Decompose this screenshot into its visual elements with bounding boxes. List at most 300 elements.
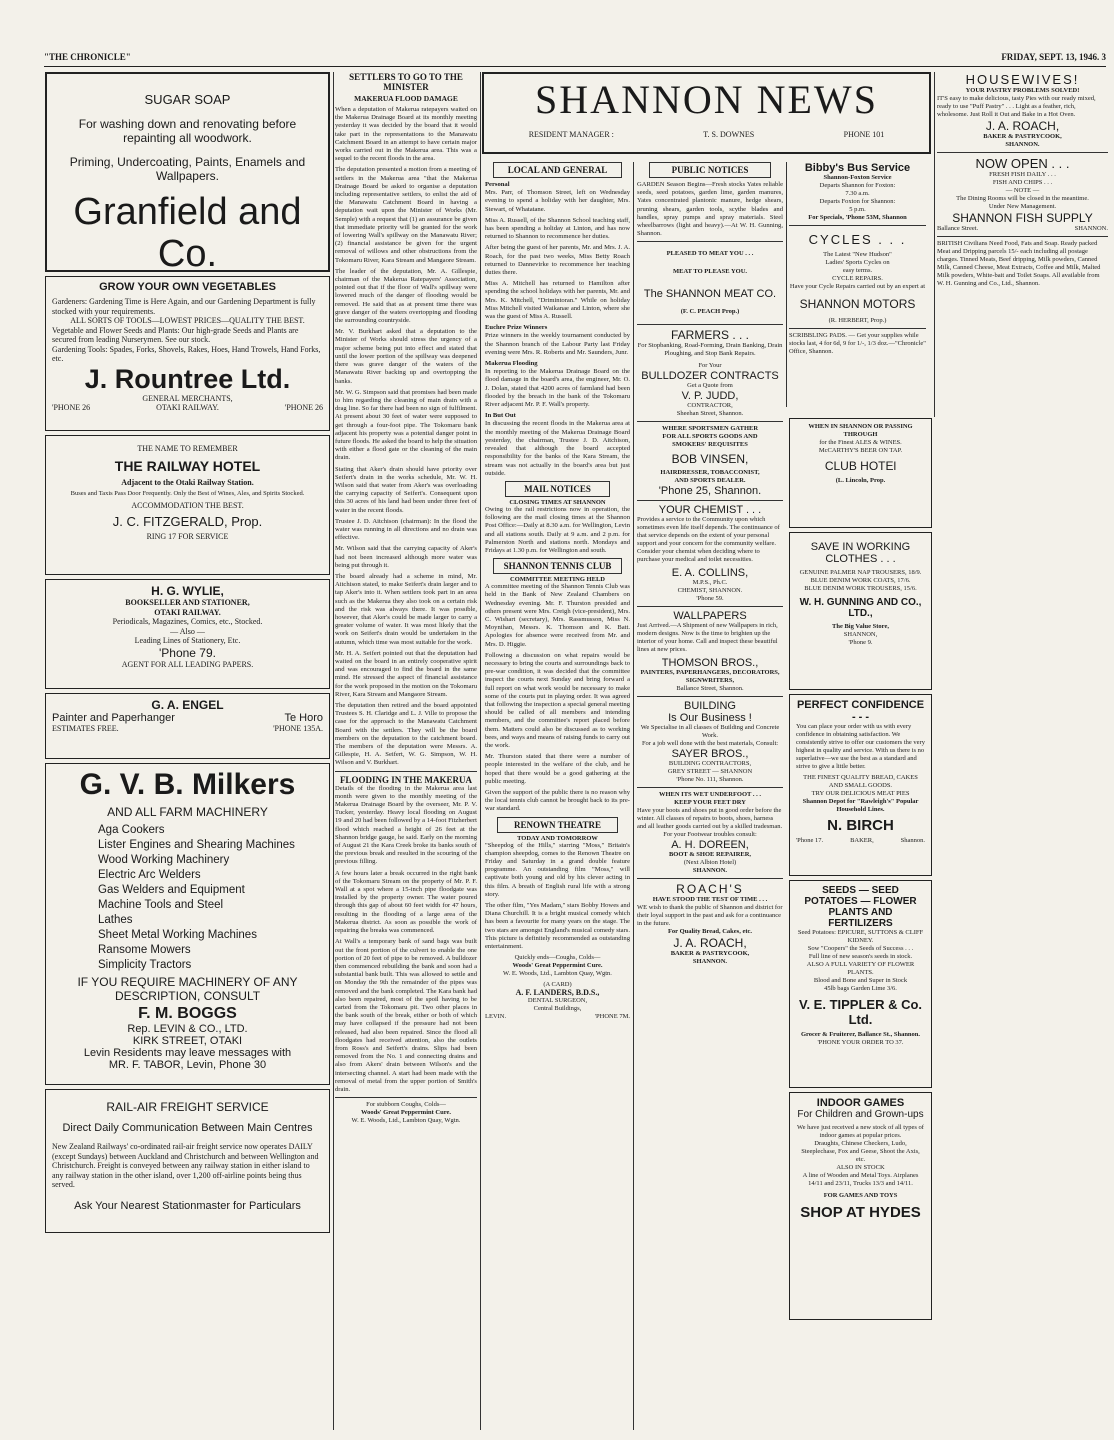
ad-text: Levin Residents may leave messages with — [83, 1047, 292, 1059]
ad-text: DENTAL SURGEON, — [527, 997, 588, 1005]
ad-text: GENERAL MERCHANTS, — [142, 393, 233, 403]
ad-text: AGENT FOR ALL LEADING PAPERS. — [121, 659, 254, 669]
ad-text: McCARTHY'S BEER ON TAP. — [818, 447, 903, 454]
ad-text: The Dining Rooms will be closed in the meantime. — [956, 195, 1089, 202]
article-body — [335, 106, 477, 768]
ad-text: W. E. Woods, Ltd., Lambton Quay, Wgtn. — [351, 1117, 461, 1125]
article-body — [485, 181, 630, 478]
ad-text: IT'S easy to make delicious, tasty Pies with our ready mixed, ready to use "Puff Pastry" . . . Light as a feather, rich, wholesome. Just Roll it Out and Bake in a Hot Oven. — [937, 95, 1096, 118]
ad-text: easy terms. — [842, 267, 873, 274]
column-2 — [335, 72, 477, 1430]
ad-title: HOUSEWIVES! — [965, 72, 1080, 87]
ad-text: BOOKSELLER AND STATIONER, — [125, 598, 250, 607]
ad-text: FISH AND CHIPS . . . — [992, 179, 1053, 186]
ad-text: M.P.S., Ph.C. — [692, 579, 728, 587]
divider — [637, 787, 783, 788]
divider — [637, 878, 783, 879]
ad-text: Direct Daily Communication Between Main Centres — [62, 1122, 313, 1134]
ad-address: KIRK STREET, OTAKI — [132, 1035, 243, 1047]
paragraph: In discussing the recent floods in the Makerua area at the monthly meeting of the Makerua Drainage Board yesterday, the chairman, Trustee J. D. Aitchison, revealed that although the board accepted responsibility for the banks of the Kara Stream, the stream was not actually in the board's area but just outside. — [485, 420, 630, 477]
ad-text: BLUE DENIM WORK COATS, 17/6. — [810, 577, 911, 584]
ad-phone: 'Phone 9. — [848, 639, 873, 646]
ad-proprietor: F. M. BOGGS — [138, 1005, 237, 1022]
ad-text: Shannon Depot for "Rawleigh's" Popular Household Lines. — [802, 798, 919, 813]
ad-rountree — [45, 276, 330, 431]
ad-text: CHEMIST, SHANNON. — [677, 587, 743, 595]
ad-text: ALL SORTS OF TOOLS—LOWEST PRICES—QUALITY THE BEST. — [70, 316, 305, 325]
ad-title: GROW YOUR OWN VEGETABLES — [99, 281, 276, 293]
ad-firm-name: V. E. TIPPLER & Co. Ltd. — [798, 997, 923, 1027]
notice-scribbling-pads: SCRIBBLING PADS. — Get your supplies while stocks last, 4 for 6d, 9 for 1/-, 1/3 doz.—"Chronicle" Office, Shannon. — [789, 332, 926, 355]
ad-text: ESTIMATES FREE. — [52, 724, 119, 733]
ad-text: New Zealand Railways' co-ordinated rail-air freight service now operates DAILY (except Sundays) between Auckland and Christchurch and between Wellington and Christchurch. Freight is conveyed between any railway station in either island to any railway station in the other island, over 1,200 off-airline points being thus served. — [52, 1142, 319, 1189]
article-body — [335, 785, 477, 1095]
ad-text: You can place your order with us with every confidence in obtaining satisfaction. We consistently strive to offer our customers the very highest in quality and service. With us there is no superlative—we use the best as a standard and strive to give a little better. — [796, 723, 925, 770]
ad-text: HAVE STOOD THE TEST OF TIME . . . — [652, 896, 768, 904]
ad-text: Shannon-Foxton Service — [823, 174, 892, 181]
ad-text: BAKER & PASTRYCOOK, — [670, 950, 750, 958]
paragraph: After being the guest of her parents, Mr. and Mrs. J. A. Roach, for the past two weeks, Miss Betty Roach returned to Dannevirke to recommence her teaching duties there. — [485, 244, 630, 277]
ad-title: NOW OPEN . . . — [975, 156, 1070, 171]
ad-text: For your Footwear troubles consult: — [663, 831, 757, 839]
masthead-date: FRIDAY, SEPT. 13, 1946. 3 — [1001, 52, 1106, 62]
ad-text: Departs Shannon for Foxton: — [819, 182, 896, 189]
ad-wylie — [45, 579, 330, 689]
ad-text: Seed Potatoes: EPICURE, SUTTONS & CLIFF KIDNEY. — [797, 929, 924, 944]
ad-dentist — [485, 981, 630, 1021]
section-heading: LOCAL AND GENERAL — [493, 162, 622, 178]
ad-fish-supply — [937, 156, 1108, 233]
divider — [937, 236, 1108, 237]
ad-proprietor: (R. HERBERT, Prop.) — [828, 317, 887, 324]
ad-text: Under New Management. — [988, 203, 1057, 210]
ad-text: 7.30 a.m. — [845, 190, 870, 197]
ad-text: BAKER & PASTRYCOOK, — [983, 133, 1062, 140]
ad-text: — NOTE — — [1005, 187, 1040, 194]
ad-text: Priming, Undercoating, Paints, Enamels and Wallpapers. — [69, 155, 306, 183]
ad-phone: 'Phone 59. — [696, 595, 724, 603]
ad-text: 5 p.m. — [849, 206, 866, 213]
ad-firm-name: THE RAILWAY HOTEL — [114, 457, 261, 474]
article-body — [485, 842, 630, 952]
paragraph: Mr. H. A. Seifert pointed out that the deputation had waited on the board in an entirely cooperative spirit and was encouraged to find the board in the same mind. He stressed the aspect of financial assistance for the work proposed in the motion on the Tokomaru River, Kara Stream and Mangaore Stream. — [335, 649, 477, 698]
list-item: Electric Arc Welders — [98, 869, 201, 881]
list-item: Machine Tools and Steel — [98, 899, 224, 911]
notice-text: GARDEN Season Begins—Fresh stocks Yates reliable seeds, seed potatoes, garden lime, garden manures, Yates concentrated plantonic manure, hedge shears, pruning shears, garden tools, scythe blades and handles, spray pumps and spray materials. Steel wheelbarrows (light and heavy).—At W. H. Gunning, Shannon. — [637, 181, 783, 238]
paragraph: The deputation presented a motion from a meeting of settlers in the Makerua area "that the Makerua Drainage Board be asked to organise a deputation including representative settlers, to enlist the aid of the Manawatu Catchment Board in having a deputation wait upon the Minister of Works (Mr. Semple) with a request that (1) an assurance be given that immediate priority will be granted for the work of lowering Wall's spillway on the Manawatu River; (2) financial assistance be given for the urgent removal of willows and other obstructions from the Tokomaru River, Kara Stream and Mangaore Stream. — [335, 166, 477, 264]
ad-text: (A CARD) — [543, 981, 572, 989]
ad-housewives — [937, 72, 1108, 149]
ad-text: Have your boots and shoes put in good order before the winter. All classes of repairs to boots, shoes, harness and all leather goods carried out by a skilled tradesman. — [637, 807, 783, 831]
ad-gvb-milkers — [45, 763, 330, 1085]
list-item: Lathes — [98, 914, 133, 926]
divider — [637, 606, 783, 607]
list-item: Wood Working Machinery — [98, 854, 230, 866]
ad-text: Te Horo — [284, 712, 323, 724]
ad-firm-name: V. P. JUDD, — [681, 390, 739, 403]
paragraph: Details of the flooding in the Makerua area last month were given to the monthly meeting of the Makerua Drainage Board by the overseer, Mr. P. V. Tucker, yesterday. Heavy local flooding on August 19 and 20 had been followed by a 14-foot Fitzherbert flood which reached a height of 26 feet at the Shannon bridge gauge, he said. Early on the morning of August 21 the Kara Creek broke its banks south of the previous break and resulted in the scouring of the previous filling. — [335, 784, 477, 866]
ad-text: — Also — — [170, 626, 205, 636]
ad-text: Ladies' Sports Cycles on — [825, 259, 890, 266]
ad-text: WHEN ITS WET UNDERFOOT . . . — [658, 791, 762, 799]
ad-text: RING 17 FOR SERVICE — [146, 531, 229, 541]
subheading: CLOSING TIMES AT SHANNON — [509, 498, 606, 506]
ad-address: SHANNON. — [1005, 141, 1040, 148]
subheading: COMMITTEE MEETING HELD — [510, 576, 605, 584]
ad-text: WHEN IN SHANNON OR PASSING THROUGH — [808, 423, 913, 438]
ad-address: OTAKI RAILWAY. — [156, 403, 219, 412]
ad-peppermint-cure — [485, 954, 630, 978]
ad-text: Buses and Taxis Pass Door Frequently. Only the Best of Wines, Ales, and Spirits Stocked. — [70, 490, 305, 497]
section-heading: PUBLIC NOTICES — [649, 162, 771, 178]
divider — [335, 771, 477, 772]
ad-phone: 'Phone 17. — [796, 837, 824, 844]
divider — [637, 421, 783, 422]
ad-text: The Big Value Store, — [832, 623, 889, 630]
divider — [637, 241, 783, 242]
ad-cycles — [789, 232, 926, 325]
paragraph: Mrs. Parr, of Thomson Street, left on Wednesday evening to spend a holiday with her daughter, Mrs. Stewart, of Whatatane. — [485, 189, 630, 213]
ad-title: YOUR CHEMIST . . . — [658, 504, 762, 517]
ad-firm-name: SHANNON MOTORS — [799, 297, 916, 311]
ad-row — [485, 1013, 630, 1021]
section-title: SHANNON NEWS — [535, 77, 878, 122]
ad-text: Adjacent to the Otaki Railway Station. — [121, 477, 254, 487]
ad-engel — [45, 693, 330, 759]
ad-text: PAINTERS, PAPERHANGERS, DECORATORS, SIGNWRITERS, — [640, 669, 780, 685]
ad-address: Grocer & Fruiterer, Ballance St., Shannon. — [800, 1031, 921, 1038]
column-3d — [789, 418, 932, 1430]
ad-address: SHANNON. — [692, 867, 728, 875]
ad-firm-name: BOB VINSEN, — [671, 452, 749, 467]
ad-text: KEEP YOUR FEET DRY — [674, 799, 746, 807]
ad-text: Departs Foxton for Shannon: — [819, 198, 896, 205]
subheading: Personal — [485, 181, 510, 188]
ad-text: Draughts, Chinese Checkers, Ludo, Steeplechase, Fox and Geese, Shoot the Axis, etc. — [801, 1140, 920, 1163]
column-4 — [937, 72, 1108, 417]
paragraph: The board already had a scheme in mind, Mr. Aitchison stated, to make Seifert's drain larger and to tap Aker's into it. When settlers took part in an area such as the Makerua they also took on a certain risk and the risk was always there. It was possible, however, that Aker's could be made larger to carry a greater volume of water. It was most likely that the work on Seifert's drain would be undertaken in the autumn, which time was most suitable for the work. — [335, 572, 477, 646]
ad-bulldozer — [637, 328, 783, 418]
ad-text: LEVIN. — [485, 1013, 507, 1021]
ad-row — [52, 712, 323, 724]
paragraph: Trustee J. D. Aitchison (chairman): In the flood the water was running in all directions and no drain was effective. — [335, 517, 477, 542]
ad-text: MR. F. TABOR, Levin, Phone 30 — [108, 1059, 267, 1071]
ad-firm-name: W. H. GUNNING AND CO., LTD., — [799, 597, 922, 619]
ad-text: TRY OUR DELICIOUS MEAT PIES — [811, 790, 910, 797]
ad-address: Ballance Street, Shannon. — [676, 685, 744, 693]
ad-text: BUILDING CONTRACTORS, — [668, 760, 752, 768]
ad-phone: 'PHONE YOUR ORDER TO 37. — [817, 1039, 904, 1046]
ad-title: SUGAR SOAP — [144, 92, 231, 107]
divider — [789, 225, 926, 226]
ad-text: ACCOMMODATION THE BEST. — [131, 501, 244, 510]
ad-address: SHANNON, — [843, 631, 878, 638]
list-item: Lister Engines and Shearing Machines — [98, 839, 295, 851]
notice-british-civilians: BRITISH Civilians Need Food, Fats and Soap. Ready packed Meat and Dripping parcels 15/- each including all postage charges. Tinned Meats, Beef dripping, Milk powders, Canned Milk, Canned Cheese, Meat Extracts, Coffee and Milk, Malted Milk powders, White-bait and Toilet Soaps. All available from W. H. Gunning and Co., Ltd., Shannon. — [937, 240, 1101, 287]
ad-text: Just Arrived.—A Shipment of new Wallpapers in rich, modern designs. Now is the time to brighten up the interior of your home. Call and inspect these beautiful lines at new prices. — [637, 622, 778, 654]
ad-firm-name: N. BIRCH — [827, 817, 894, 834]
paragraph: Mr. V. Burkhart asked that a deputation to the Minister of Works should stress the urgency of a major scheme being put into effect and stated that until the lower portion of the spillway was deepened there was grave danger of the waters of the Manawatu River backing up and overtopping the banks. — [335, 328, 477, 385]
ad-text: THE FINEST QUALITY BREAD, CAKES AND SMALL GOODS. — [803, 774, 918, 789]
ad-text: For Stopbanking, Road-Forming, Drain Banking, Drain Ploughing, and Stop Bank Repairs. — [637, 342, 783, 358]
ad-title: Bibby's Bus Service — [804, 162, 911, 174]
ad-text: MEAT TO PLEASE YOU. — [672, 268, 748, 276]
subheading: Makerua Flooding — [485, 360, 538, 368]
paragraph: At Wall's a temporary bank of sand bags was built out the front portion of the culvert to enable the one portion of 20 feet of pipe to be removed. A bulldozer then commenced rebuilding the bank and soon had a substantial bank built. This was allowed to settle and on Monday the 9th the remainder of the pipes was removed and the bank completed. The Kara bank had also been repaired, most of the spoil having to be carted from the Tokomaru pit. Two other places in the bank south of the break, either or both of which may have collapsed if the pressure had not been released, had also been repaired. Since the flood all floodgates had received attention, also the outlets from Ross's and Seifert's drains. Slips had been removed from the No. 1 and connecting drains and also from Akers' drain between Wilson's and the intersecting channel. A start had been made with the removal of metal from the upper portion of Smith's drain. — [335, 938, 477, 1093]
divider — [637, 500, 783, 501]
ad-bibby-bus — [789, 162, 926, 222]
ad-phone: 'PHONE 26 — [284, 403, 323, 412]
masthead — [44, 50, 1106, 67]
ad-title: SEEDS — SEED POTATOES — FLOWER PLANTS AND FERTILIZERS — [804, 885, 917, 929]
article-headline: FLOODING IN THE MAKERUA — [339, 774, 473, 785]
ad-text: Ask Your Nearest Stationmaster for Particulars — [74, 1199, 301, 1212]
list-item: Ransome Mowers — [98, 944, 191, 956]
ad-text: Get a Quote from — [687, 382, 733, 390]
ad-address: GREY STREET — SHANNON — [667, 768, 753, 776]
ad-address: SHANNON. — [692, 958, 728, 966]
paragraph: Mr. Wilson said that the carrying capacity of Aker's had not been increased although more water was being put through it. — [335, 545, 477, 569]
divider — [335, 1097, 477, 1098]
ad-text: Periodicals, Magazines, Comics, etc., Stocked. — [112, 617, 263, 626]
ad-address: Ballance Street. — [937, 225, 979, 232]
paragraph: The leader of the deputation, Mr. A. Gillespie, chairman of the Makerua Ratepayers' Association, pointed out that if the floor of Wall's spillway were lowered much of the danger of flooding would be removed. He said that as at present time there was grave danger of the waters overtopping and flooding the surrounding countryside. — [335, 267, 477, 325]
ad-tippler-seeds — [789, 880, 932, 1088]
ad-title: RAIL-AIR FREIGHT SERVICE — [106, 1100, 269, 1114]
subheading: TODAY AND TOMORROW — [517, 834, 598, 842]
manager-phone: PHONE 101 — [843, 130, 885, 139]
ad-text: BAKER, — [850, 837, 874, 844]
paragraph: A few hours later a break occurred in the right bank of the Tokomaru Stream on the property of Mr. P. F. Wall at a spot where a 15-inch pipe floodgate was installed by the property owner. The water poured through this gap of about 60 feet width for 47 hours, resulting in the flooding of a large area of the Makerua district. As soon as possible the work of repairing the breaks was commenced. — [335, 869, 477, 935]
ad-title: PERFECT CONFIDENCE - - - — [796, 699, 925, 723]
ad-text: AND SPORTS DEALER. — [674, 477, 746, 485]
section-heading: MAIL NOTICES — [505, 481, 610, 497]
ad-firm-name: THOMSON BROS., — [661, 657, 759, 670]
ad-firm-name: The SHANNON MEAT CO. — [643, 288, 777, 301]
ad-text: We have just received a new stock of all types of indoor games at popular prices. — [797, 1124, 924, 1139]
ad-firm-name: H. G. WYLIE, — [151, 584, 224, 598]
ad-text: Provides a service to the Community upon which sometimes even life itself depends. The continuance of that service depends on the extent of your personal support and your concern for the community welfare. Consider your chemist when deciding where to purchase your medical and toilet necessities. — [637, 516, 780, 564]
paragraph: Miss A. Russell, of the Shannon School teaching staff, has been spending a holiday at Linton, and has now returned to Shannon to recommence her duties. — [485, 216, 630, 241]
ad-text: ALSO IN STOCK — [836, 1164, 885, 1171]
ad-text: Vegetable and Flower Seeds and Plants: Our high-grade Seeds and Plants are secured from leading Nurserymen. See our stock. — [52, 325, 299, 344]
ad-hydes-games — [789, 1092, 932, 1320]
ad-text: For washing down and renovating before repainting all woodwork. — [78, 117, 297, 145]
ad-text: Gardeners: Gardening Time is Here Again, and our Gardening Department is fully stocked with your requirements. — [52, 297, 316, 316]
ad-title: CYCLES . . . — [808, 232, 907, 247]
ad-text: FRESH FISH DAILY . . . — [989, 171, 1056, 178]
ad-firm-name: J. A. ROACH, — [673, 936, 747, 951]
ad-text: FOR GAMES AND TOYS — [823, 1192, 898, 1199]
masthead-paper-name: "THE CHRONICLE" — [44, 52, 131, 62]
ad-text: GENUINE PALMER NAP TROUSERS, 18/9. — [799, 569, 922, 576]
ad-chemist — [637, 504, 783, 603]
ad-title: WALLPAPERS — [673, 610, 747, 623]
ad-phone: 'Phone 79. — [158, 645, 216, 660]
ad-text: For a job well done with the best materials, Consult: — [641, 740, 779, 748]
section-heading: RENOWN THEATRE — [497, 817, 618, 833]
ad-text: Central Buildings, — [533, 1005, 582, 1013]
shannon-news-masthead — [482, 72, 931, 154]
column-rule — [786, 162, 787, 407]
ad-phone: For Specials, 'Phone 53M, Shannon — [808, 214, 907, 221]
column-3a — [485, 162, 630, 1430]
ad-firm-name: CLUB HOTEl — [824, 459, 897, 473]
ad-text: WHERE SPORTSMEN GATHER — [661, 425, 759, 433]
paragraph: When a deputation of Makerua ratepayers waited on the Makerua Drainage Board at its monthly meeting yesterday it was decided by the board that it would take part in the representations to the Manawatu Catchment Board in an attempt to have certain major works carried out in the Makerua area. This was a sequel to the recent floods in the area. — [335, 106, 477, 163]
machinery-list — [98, 823, 323, 973]
ad-doreen — [637, 791, 783, 875]
ad-title: SAVE IN WORKING CLOTHES . . . — [810, 541, 911, 565]
ad-text: BOOT & SHOE REPAIRER, — [668, 851, 752, 859]
ad-phone: 'Phone No. 111, Shannon. — [676, 776, 744, 784]
ad-text: W. E. Woods, Ltd., Lambton Quay, Wgtn. — [503, 970, 612, 978]
ad-text: YOUR PASTRY PROBLEMS SOLVED! — [965, 87, 1080, 94]
list-item: Sheet Metal Working Machines — [98, 929, 257, 941]
ad-proprietor: (F. C. PEACH Prop.) — [680, 308, 740, 316]
ad-sugar-soap — [45, 72, 330, 272]
ad-firm-name: SHANNON FISH SUPPLY — [952, 211, 1093, 225]
ad-address: Shannon. — [900, 837, 925, 844]
ad-footer — [937, 225, 1108, 233]
paragraph: Miss A. Mitchell has returned to Hamilton after spending the school holidays with her parents, Mr. and Mrs. K. Mitchell, "Drimintoran." While on holiday Miss Mitchell visited Waikanae and Linton, where she was the guest of Miss A. Russell. — [485, 280, 630, 321]
ad-text: For Quality Bread, Cakes, etc. — [667, 928, 753, 936]
ad-text: We Specialise in all classes of Building and Concrete Work. — [640, 724, 780, 740]
ad-title: FARMERS . . . — [670, 328, 749, 343]
manager-line — [484, 130, 929, 140]
ad-text: For Your — [698, 362, 722, 370]
ad-title: INDOOR GAMES — [816, 1097, 905, 1109]
ad-rail-air-freight — [45, 1089, 330, 1233]
ad-footer — [796, 837, 925, 845]
ad-firm-name: J. A. ROACH, — [985, 119, 1060, 133]
ad-firm-name: E. A. COLLINS, — [671, 567, 749, 580]
ad-text: BULLDOZER CONTRACTS — [641, 370, 779, 383]
ad-phone: 'PHONE 7M. — [594, 1013, 630, 1021]
paragraph: Mr. W. G. Simpson said that promises had been made to him regarding the cleaning of main drain with a drag line. So far there had been no sign of fulfilment. At present about 30 feet of water were supposed to get through a four-foot pipe. The Tokomaru bank adjacent his property was a potential danger point in future floods. He asked the board to help the situation with either a flood gate or the cleaning of the main drain. — [335, 388, 477, 462]
ad-text: Woods' Great Peppermint Cure. — [512, 962, 603, 970]
paragraph: "Sheepdog of the Hills," starring "Moss," Britain's champion sheepdog, comes to the Renown Theatre on Friday and Saturday in a grand double feature programme. An outstanding film "Moss," will captivate both young and old by his clever acting in this film. A breath of English rural life with a strong story. — [485, 841, 630, 898]
ad-text: OTAKI RAILWAY. — [154, 607, 221, 617]
ad-wallpapers — [637, 610, 783, 693]
column-rule — [333, 72, 334, 1430]
paragraph: Stating that Aker's drain should have priority over Seifert's drain in the works schedule, Mr. W. H. Wilson said that water from Aker's was overloading the carrying capacity of Seifert's. Consequent upon this 30 acres of his land had been under three feet of water in the recent floods. — [335, 465, 477, 514]
ad-text: AND ALL FARM MACHINERY — [107, 805, 268, 819]
list-item: Aga Cookers — [98, 824, 165, 836]
column-3c — [789, 162, 926, 407]
subheading: In But Out — [485, 412, 516, 420]
ad-peppermint-cure — [335, 1101, 477, 1125]
ad-club-hotel — [789, 418, 932, 528]
manager-label: RESIDENT MANAGER : — [528, 130, 614, 139]
paragraph: Given the support of the public there is no reason why the local tennis club cannot be brought back to its pre-war standard. — [485, 789, 630, 813]
ad-roach-bakery — [637, 882, 783, 966]
ad-title: BUILDING — [684, 700, 736, 713]
ad-text: A line of Wooden and Metal Toys. Airplanes 14/11 and 23/11, Trucks 13/3 and 14/11. — [802, 1172, 919, 1187]
ad-text: Leading Lines of Stationery, Etc. — [134, 636, 241, 645]
ad-text: HAIRDRESSER, TOBACCONIST, — [660, 469, 760, 477]
ad-text: Painter and Paperhanger — [52, 712, 175, 724]
section-heading: SHANNON TENNIS CLUB — [493, 558, 622, 574]
ad-firm-name: A. F. LANDERS, B.D.S., — [515, 988, 600, 998]
ad-text: FOR ALL SPORTS GOODS AND — [662, 433, 758, 441]
divider — [637, 696, 783, 697]
ad-firm-name: G. V. B. Milkers — [79, 768, 296, 801]
ad-text: Full line of new season's seeds in stock. — [808, 953, 913, 960]
column-1 — [45, 72, 330, 1237]
divider — [937, 152, 1108, 153]
ad-text: SMOKERS' REQUISITES — [672, 441, 748, 449]
ad-firm-name: Granfield and Co. — [73, 191, 302, 272]
ad-text: (Next Albion Hotel) — [683, 859, 737, 867]
ad-text: Blood and Bone and Super in Stock — [813, 977, 908, 984]
ad-address: Sheehan Street, Shannon. — [676, 410, 744, 418]
column-rule — [633, 162, 634, 1430]
ad-footer — [52, 403, 323, 413]
divider — [789, 328, 926, 329]
ad-proprietor: J. C. FITZGERALD, Prop. — [112, 513, 263, 529]
ad-text: CYCLE REPAIRS. — [832, 275, 883, 282]
paragraph: Following a discussion on what repairs would be necessary to bring the courts and surroundings back to pre-war condition, it was decided that the committee inspect the courts next Sunday and bring forward a full report on what work would be necessary to make some of the courts put in playing order. It was agreed that following the inspection a special general meeting should be called of all members and intending members, and the committee's report placed before them. Matters could also be discussed as to working bees, and ways and means of raising funds to carry out the work. — [485, 651, 630, 749]
article-headline: SETTLERS TO GO TO THE MINISTER — [349, 72, 463, 92]
ad-firm-name: J. Rountree Ltd. — [84, 363, 291, 394]
ad-text: for the Finest ALES & WINES. — [819, 439, 902, 446]
ad-text: THE NAME TO REMEMBER — [137, 444, 238, 453]
ad-text: Sow "Coopers" the Seeds of Success . . . — [807, 945, 914, 952]
ad-text: PLEASED TO MEAT YOU . . . — [666, 250, 754, 258]
column-rule — [480, 72, 481, 1430]
ad-text: CONTRACTOR, — [687, 402, 733, 410]
ad-phone: 'PHONE 135A. — [273, 724, 323, 733]
ad-row — [52, 724, 323, 734]
ad-title: For Children and Grown-ups — [797, 1109, 924, 1120]
article-body — [485, 506, 630, 555]
ad-firm-name: SHOP AT HYDES — [800, 1204, 921, 1221]
ad-text: Have your Cycle Repairs carried out by an expert at — [789, 283, 926, 290]
divider — [637, 324, 783, 325]
ad-text: WE wish to thank the public of Shannon and district for their loyal support in the past and ask for a continuance in the future. — [637, 904, 783, 928]
ad-address: SHANNON. — [1074, 225, 1108, 232]
ad-bob-vinsen — [637, 425, 783, 497]
column-3b — [637, 162, 783, 1430]
subheading: Euchre Prize Winners — [485, 324, 548, 332]
paragraph: The deputation then retired and the board appointed Trustees S. H. Claridge and L. J. Ville to propose the case for the approach to the Manawatu Catchment Board with the settlers. They will be the board members on the deputation to the catchment board. The members of the deputation were Messrs. A. Gillespie, H. A. Seifert, W. G. Simpson, W. H. Wilson and V. Burkhart. — [335, 702, 477, 767]
ad-text: Woods' Great Peppermint Cure. — [360, 1109, 452, 1117]
ad-firm-name: A. H. DOREEN, — [671, 839, 749, 852]
ad-text: Rep. LEVIN & CO., LTD. — [127, 1023, 248, 1035]
ad-birch-bakery — [789, 694, 932, 876]
ad-firm-name: SAYER BROS., — [671, 748, 749, 761]
ad-text: The Latest "New Hudson" — [823, 251, 892, 258]
ad-phone: 'PHONE 26 — [52, 403, 91, 412]
paragraph: A committee meeting of the Shannon Tennis Club was held in the Bank of New Zealand Chambers on Wednesday evening. Mr. F. Thurston presided and others present were Mrs. Creigh (vice-president), Mrs. C. Wishart (secretary), Mrs. Rassmusson, Miss N. Moynihan, Messrs. K. Thomson and K. Batt. Apologies for absence were received from Mr. and Mrs. D. Higgie. — [485, 583, 630, 648]
ad-text: For stubborn Coughs, Colds— — [366, 1101, 446, 1109]
ad-firm-name: G. A. ENGEL — [151, 698, 224, 712]
ad-phone: 'Phone 25, Shannon. — [658, 485, 762, 498]
ad-text: 45lb bags Garden Lime 3/6. — [824, 985, 897, 992]
ad-proprietor: (L. Lincoln, Prop. — [835, 477, 886, 484]
paragraph: Owing to the rail restrictions now in operation, the following are the mail closing times at the Shannon Post Office:—Daily at 8.30 a.m. for Wellington, Levin and all stations south. Daily at 9 a.m. and 2 p.m. for Palmerston North and stations north. Mondays and Fridays at 1.30 p.m. for Wellington and south. — [485, 505, 630, 554]
paragraph: The other film, "Yes Madam," stars Bobby Howes and Diana Churchill. It is a bright musical comedy which has been a favourite for many years on the stage. The two stars are amongst England's musical comedy stars. This picture is definitely recommended as outstanding entertainment. — [485, 902, 630, 951]
paragraph: Prize winners in the weekly tournament conducted by the Shannon branch of the Labour Party last Friday evening were Mrs. R. Roberts and Mr. Saunders, Junr. — [485, 332, 630, 356]
paragraph: In reporting to the Makerua Drainage Board on the flood damage in the board's area, the engineer, Mr. O. J. Dolan, stated that 4200 acres of farmland had been flooded by the breach in the bank of the Tokomaru River adjacent Mr. P. F. Wall's property. — [485, 368, 630, 409]
article-body — [485, 583, 630, 813]
ad-sayer-bros — [637, 700, 783, 784]
column-rule — [934, 72, 935, 417]
list-item: Gas Welders and Equipment — [98, 884, 245, 896]
ad-text: Quickly ends—Coughs, Colds— — [514, 954, 601, 962]
ad-title: Is Our Business ! — [668, 712, 752, 725]
